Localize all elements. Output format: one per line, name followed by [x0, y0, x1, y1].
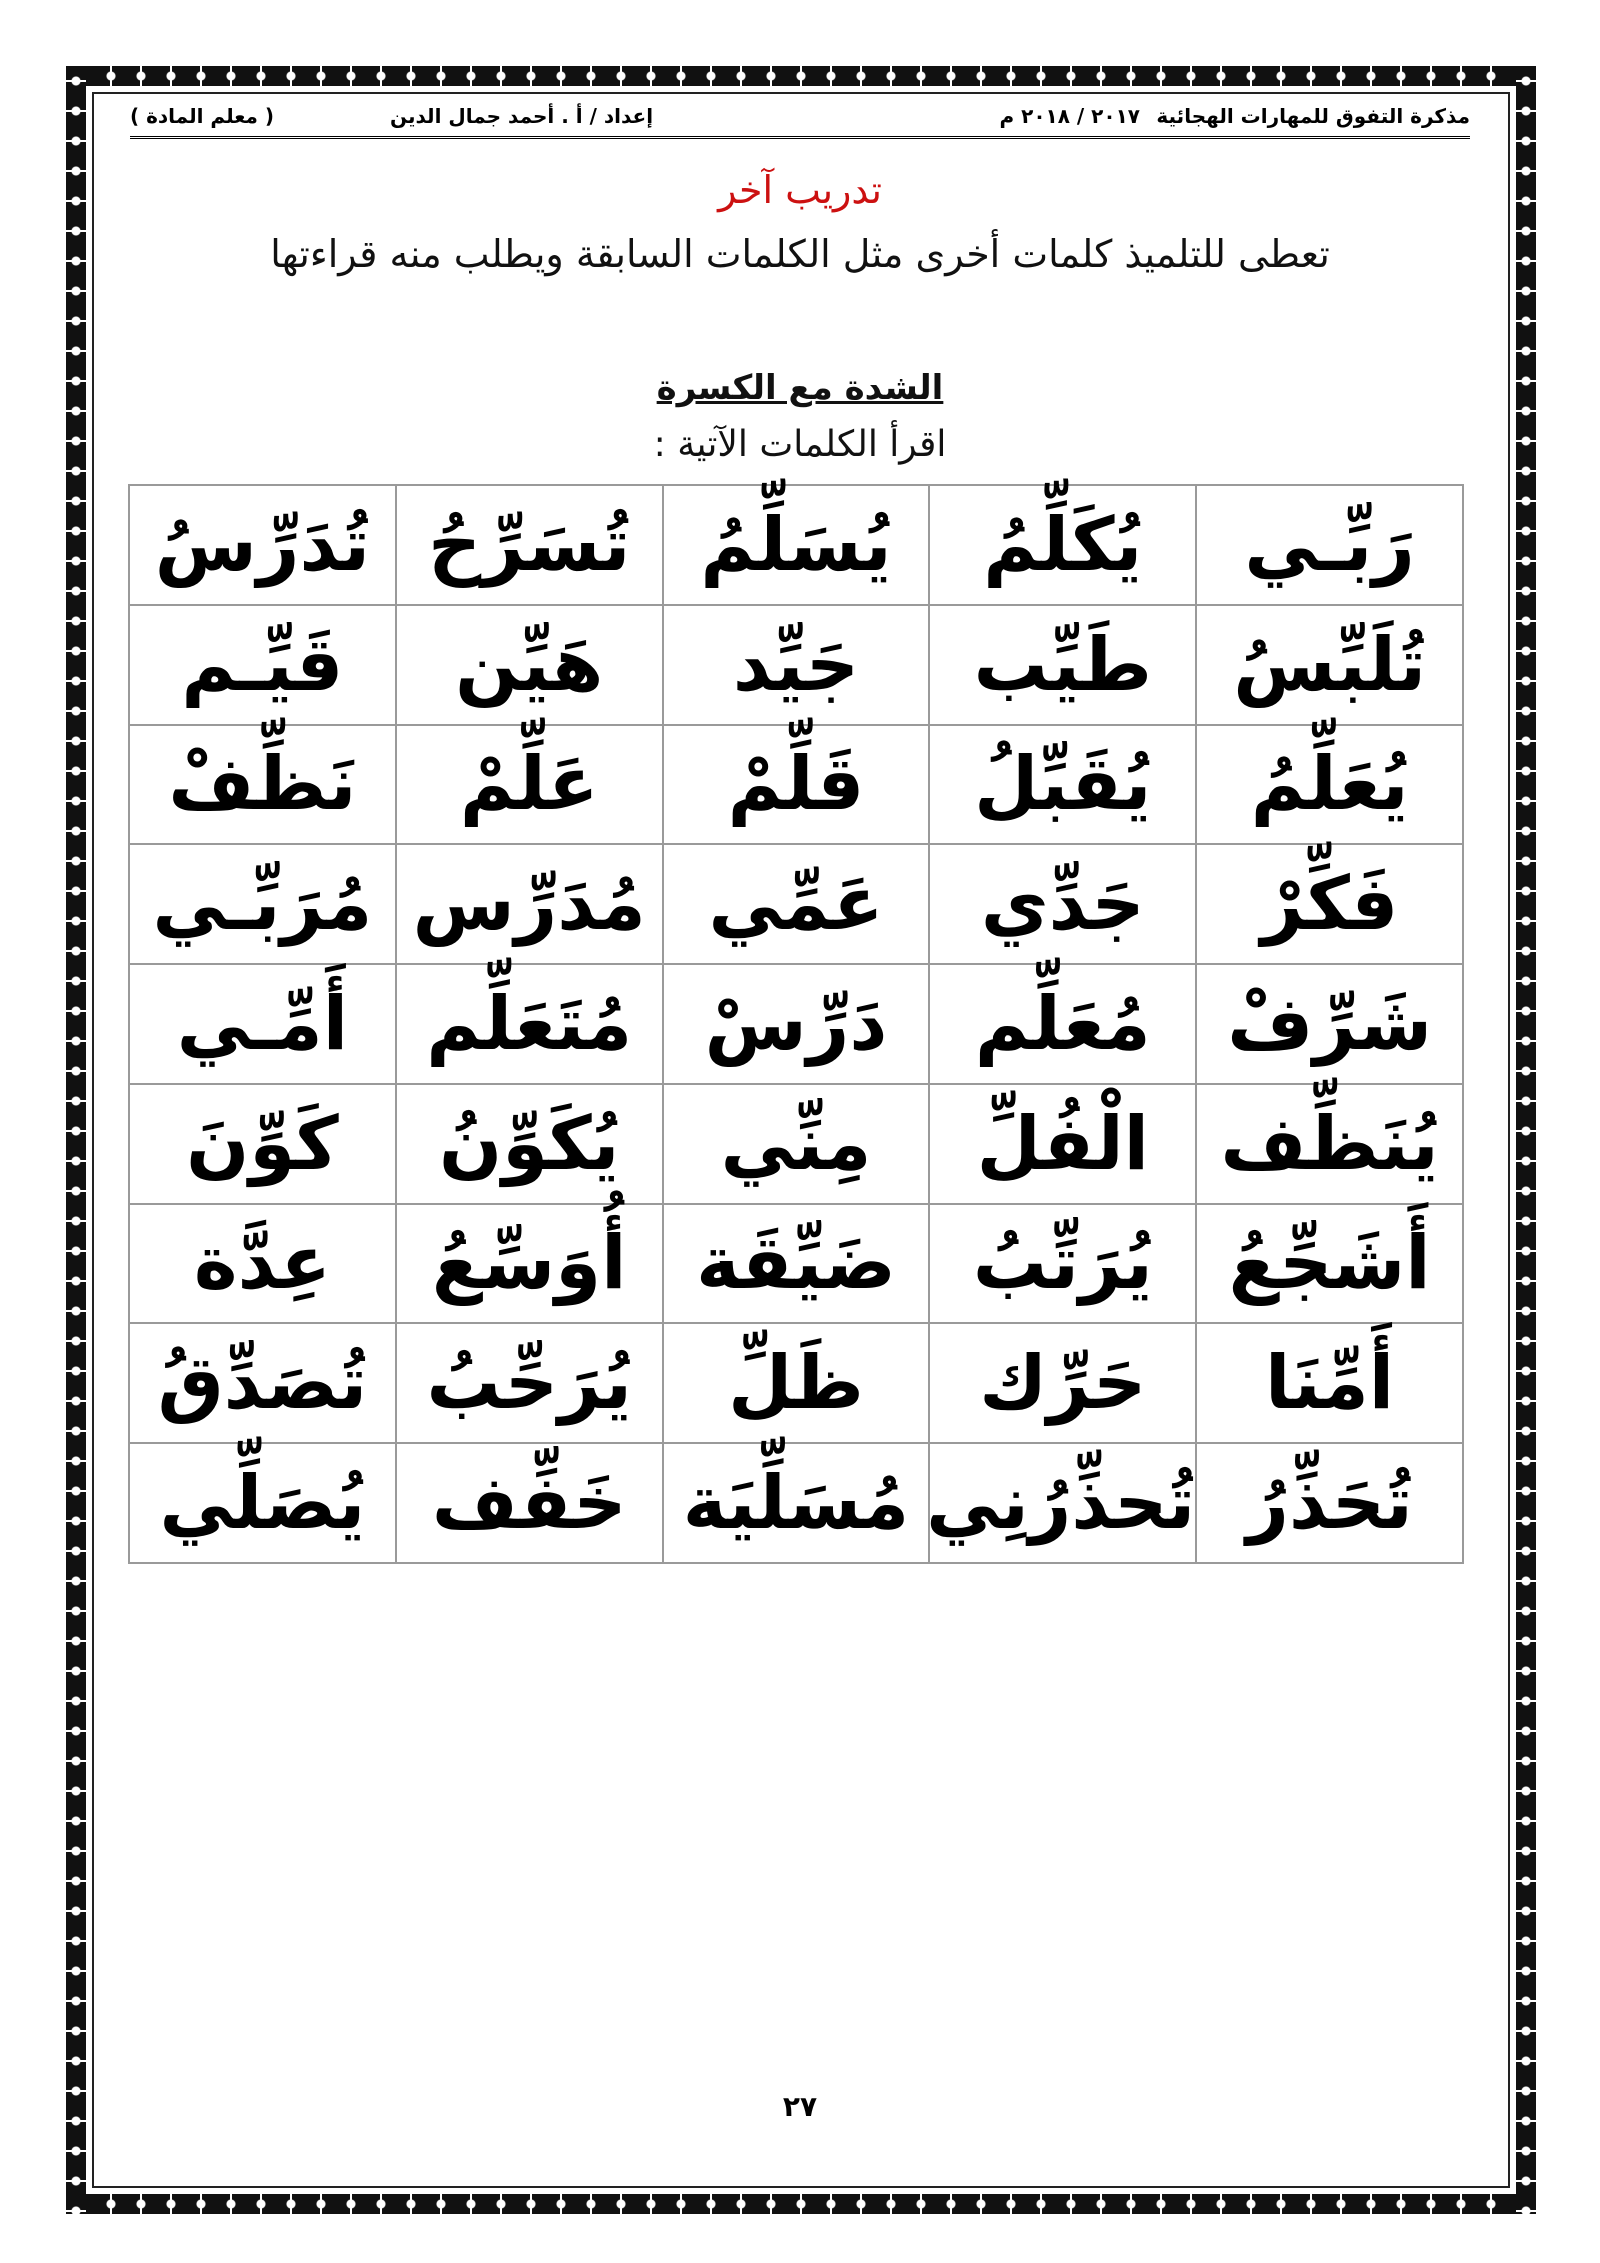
word-cell: مِنِّي — [663, 1084, 930, 1204]
table-row — [129, 1084, 1463, 1204]
word-cell: رَبِّـي — [1196, 485, 1463, 605]
word-cell: عِدَّة — [129, 1204, 396, 1324]
word-cell: أُوَسِّعُ — [396, 1204, 663, 1324]
word-cell: تُلَبِّسُ — [1196, 605, 1463, 725]
word-cell: قَلِّمْ — [663, 725, 930, 845]
table-row — [129, 844, 1463, 964]
word-cell: نَظِّفْ — [129, 725, 396, 845]
page-number: ٢٧ — [782, 2090, 818, 2123]
word-cell: شَرِّفْ — [1196, 964, 1463, 1084]
word-cell: فَكِّرْ — [1196, 844, 1463, 964]
word-cell: ظَلِّ — [663, 1323, 930, 1443]
word-cell: يُرَتِّبُ — [929, 1204, 1196, 1324]
border-top — [66, 66, 1536, 86]
word-cell: الْفُلِّ — [929, 1084, 1196, 1204]
header-author: إعداد / أ . أحمد جمال الدين — [390, 104, 654, 128]
word-cell: مُسَلِّيَة — [663, 1443, 930, 1563]
table-row — [129, 1323, 1463, 1443]
word-cell: يُعَلِّمُ — [1196, 725, 1463, 845]
word-cell: أَمِّـي — [129, 964, 396, 1084]
header-year: ٢٠١٧ / ٢٠١٨ م — [999, 104, 1140, 128]
border-bottom — [66, 2194, 1536, 2214]
word-cell: جَيِّد — [663, 605, 930, 725]
word-cell: هَيِّن — [396, 605, 663, 725]
word-cell: يُقَبِّلُ — [929, 725, 1196, 845]
word-cell: تُدَرِّسُ — [129, 485, 396, 605]
word-cell: طَيِّب — [929, 605, 1196, 725]
table-row — [129, 1204, 1463, 1324]
word-cell: قَيِّـم — [129, 605, 396, 725]
word-cell: مُتَعَلِّم — [396, 964, 663, 1084]
table-row — [129, 605, 1463, 725]
word-cell: تُحذِّرُنِي — [929, 1443, 1196, 1563]
word-cell: تُحَذِّرُ — [1196, 1443, 1463, 1563]
word-cell: يُكَلِّمُ — [929, 485, 1196, 605]
reading-prompt: اقرأ الكلمات الآتية : — [653, 424, 947, 465]
word-cell: تُسَرِّحُ — [396, 485, 663, 605]
word-cell: تُصَدِّقُ — [129, 1323, 396, 1443]
exercise-title: تدريب آخر — [718, 168, 882, 212]
word-cell: دَرِّسْ — [663, 964, 930, 1084]
word-cell: عَلِّمْ — [396, 725, 663, 845]
words-table — [128, 484, 1464, 1564]
table-row — [129, 725, 1463, 845]
word-cell: أَشَجِّعُ — [1196, 1204, 1463, 1324]
word-cell: جَدِّي — [929, 844, 1196, 964]
word-cell: يُصَلِّي — [129, 1443, 396, 1563]
word-cell: مُدَرِّس — [396, 844, 663, 964]
exercise-instruction: تعطى للتلميذ كلمات أخرى مثل الكلمات السابقة ويطلب منه قراءتها — [270, 232, 1330, 276]
word-cell: كَوِّنَ — [129, 1084, 396, 1204]
table-row — [129, 1443, 1463, 1563]
word-cell: مُرَبِّـي — [129, 844, 396, 964]
word-cell: ضَيِّقَة — [663, 1204, 930, 1324]
word-cell: أَمِّنَا — [1196, 1323, 1463, 1443]
section-title: الشدة مع الكسرة — [656, 368, 944, 408]
page-header — [130, 100, 1470, 139]
header-title: مذكرة التفوق للمهارات الهجائية — [1156, 104, 1470, 128]
word-cell: خَفِّف — [396, 1443, 663, 1563]
header-role: ( معلم المادة ) — [130, 104, 275, 128]
word-cell: يُنَظِّف — [1196, 1084, 1463, 1204]
word-cell: يُكَوِّنُ — [396, 1084, 663, 1204]
word-cell: يُرَحِّبُ — [396, 1323, 663, 1443]
table-row — [129, 485, 1463, 605]
word-cell: مُعَلِّم — [929, 964, 1196, 1084]
word-cell: حَرِّك — [929, 1323, 1196, 1443]
table-row — [129, 964, 1463, 1084]
word-cell: يُسَلِّمُ — [663, 485, 930, 605]
word-cell: عَمِّي — [663, 844, 930, 964]
